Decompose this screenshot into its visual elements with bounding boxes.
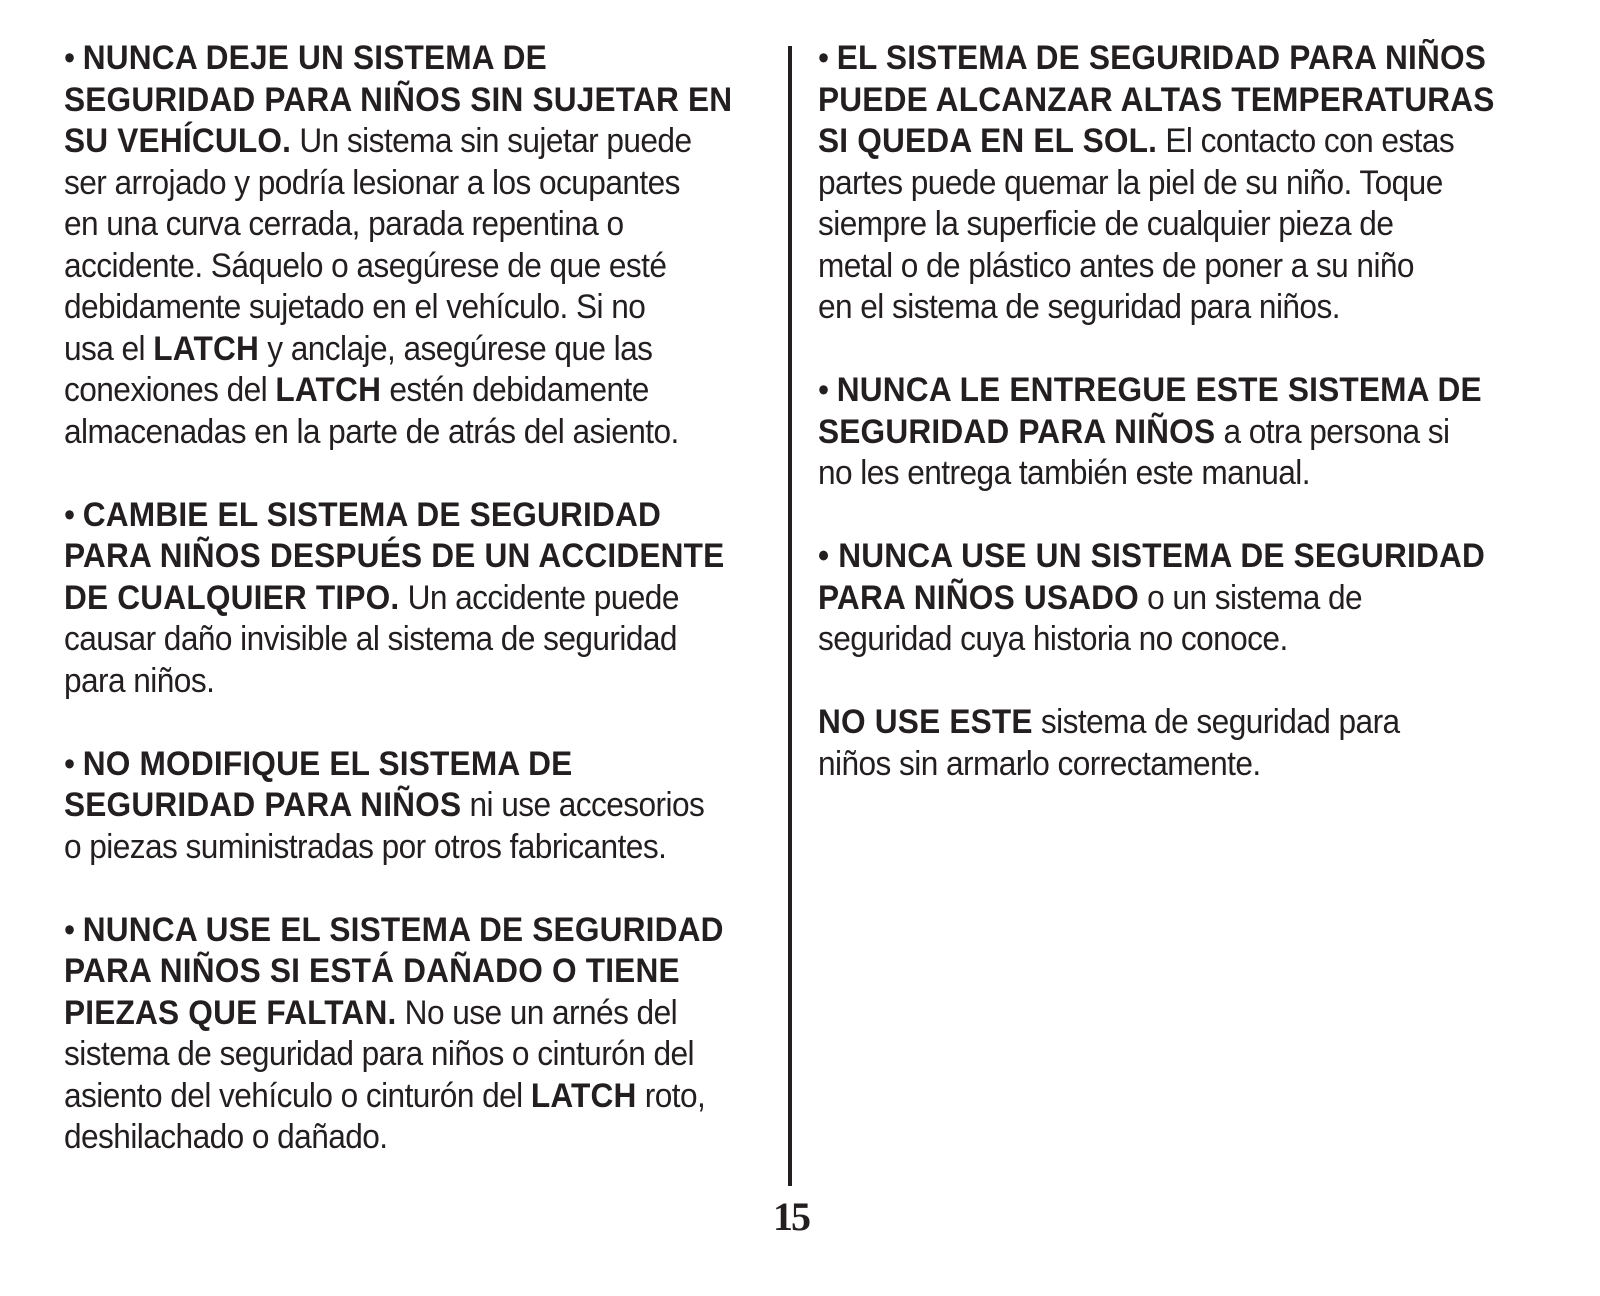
body-text: No use un arnés del bbox=[396, 993, 678, 1032]
bold-text: SEGURIDAD PARA NIÑOS SIN SUJETAR EN bbox=[64, 80, 733, 119]
text-line bbox=[64, 1034, 789, 1076]
text-line bbox=[64, 370, 789, 412]
body-text: sistema de seguridad para niños o cinturón del bbox=[64, 1035, 694, 1073]
warning-paragraph bbox=[64, 910, 789, 1159]
body-text: El contacto con estas bbox=[1157, 122, 1455, 160]
bold-text: NO USE ESTE bbox=[818, 703, 1033, 741]
body-text: ni use accesorios bbox=[461, 786, 705, 824]
body-text: usa el bbox=[64, 329, 154, 368]
text-line bbox=[64, 619, 789, 661]
text-line bbox=[64, 827, 789, 869]
text-line bbox=[64, 1076, 789, 1118]
warning-paragraph bbox=[64, 38, 789, 453]
body-text: y anclaje, asegúrese que las bbox=[258, 329, 653, 368]
bold-text: NUNCA USE EL SISTEMA DE SEGURIDAD bbox=[82, 910, 724, 949]
body-text: deshilachado o dañado. bbox=[64, 1118, 388, 1156]
left-column bbox=[64, 38, 789, 1200]
bold-text: LATCH bbox=[275, 371, 382, 409]
column-divider bbox=[788, 46, 792, 1186]
text-line bbox=[818, 370, 1581, 412]
bold-text: CAMBIE EL SISTEMA DE SEGURIDAD bbox=[82, 495, 662, 534]
body-text: niños sin armarlo correctamente. bbox=[818, 744, 1261, 783]
bold-text: • NUNCA USE UN SISTEMA DE SEGURIDAD bbox=[818, 537, 1486, 575]
text-line bbox=[818, 412, 1581, 454]
text-line bbox=[64, 246, 789, 288]
text-line bbox=[64, 80, 789, 122]
body-text: Un accidente puede bbox=[399, 578, 679, 617]
text-line bbox=[64, 412, 789, 454]
body-text: partes puede quemar la piel de su niño. Toque bbox=[818, 163, 1443, 202]
body-text: • bbox=[64, 744, 83, 783]
bold-text: NUNCA LE ENTREGUE ESTE SISTEMA DE bbox=[836, 371, 1482, 409]
text-line bbox=[64, 951, 789, 993]
text-line bbox=[818, 744, 1581, 786]
bold-text: EL SISTEMA DE SEGURIDAD PARA NIÑOS bbox=[836, 39, 1487, 77]
body-text: causar daño invisible al sistema de seguridad bbox=[64, 620, 677, 658]
body-text: para niños. bbox=[64, 661, 215, 700]
page-number: 15 bbox=[773, 1194, 809, 1239]
text-line bbox=[818, 702, 1581, 744]
text-line bbox=[64, 495, 789, 537]
bold-text: PARA NIÑOS SI ESTÁ DAÑADO O TIENE bbox=[64, 952, 680, 990]
body-text: Un sistema sin sujetar puede bbox=[291, 122, 692, 160]
body-text: sistema de seguridad para bbox=[1032, 703, 1400, 741]
text-line bbox=[64, 329, 789, 371]
body-text: estén debidamente bbox=[381, 371, 649, 409]
body-text: • bbox=[818, 371, 837, 409]
body-text: no les entrega también este manual. bbox=[818, 454, 1310, 492]
warning-paragraph bbox=[818, 702, 1581, 785]
text-line bbox=[818, 453, 1581, 495]
text-line bbox=[64, 38, 789, 80]
bold-text: NO MODIFIQUE EL SISTEMA DE bbox=[82, 744, 573, 783]
warning-paragraph bbox=[818, 536, 1581, 661]
text-line bbox=[818, 204, 1581, 246]
body-text: o un sistema de bbox=[1138, 578, 1363, 617]
text-line bbox=[64, 1117, 789, 1159]
text-line bbox=[64, 910, 789, 952]
warning-paragraph bbox=[818, 38, 1581, 329]
body-text: • bbox=[64, 39, 83, 77]
body-text: o piezas suministradas por otros fabricantes. bbox=[64, 827, 667, 866]
text-line bbox=[64, 163, 789, 205]
body-text: • bbox=[818, 39, 837, 77]
right-column bbox=[818, 38, 1581, 827]
text-line bbox=[64, 287, 789, 329]
bold-text: SEGURIDAD PARA NIÑOS bbox=[818, 412, 1216, 451]
bold-text: DE CUALQUIER TIPO. bbox=[64, 578, 400, 617]
body-text: roto, bbox=[636, 1076, 706, 1115]
body-text: en el sistema de seguridad para niños. bbox=[818, 288, 1340, 326]
body-text: a otra persona si bbox=[1215, 412, 1450, 451]
text-line bbox=[818, 536, 1581, 578]
text-line bbox=[818, 578, 1581, 620]
body-text: asiento del vehículo o cinturón del bbox=[64, 1076, 531, 1115]
text-line bbox=[64, 204, 789, 246]
bold-text: LATCH bbox=[153, 329, 259, 368]
body-text: ser arrojado y podría lesionar a los ocupantes bbox=[64, 163, 680, 202]
text-line bbox=[64, 121, 789, 163]
body-text: seguridad cuya historia no conoce. bbox=[818, 620, 1288, 658]
text-line bbox=[818, 619, 1581, 661]
warning-paragraph bbox=[64, 744, 789, 869]
bold-text: PIEZAS QUE FALTAN. bbox=[64, 993, 397, 1032]
text-line bbox=[64, 993, 789, 1035]
bold-text: SI QUEDA EN EL SOL. bbox=[818, 122, 1158, 160]
text-line bbox=[64, 744, 789, 786]
body-text: almacenadas en la parte de atrás del asiento. bbox=[64, 412, 679, 451]
text-line bbox=[818, 38, 1581, 80]
text-line bbox=[818, 80, 1581, 122]
body-text: conexiones del bbox=[64, 371, 276, 409]
text-line bbox=[64, 785, 789, 827]
text-line bbox=[818, 163, 1581, 205]
bold-text: LATCH bbox=[530, 1076, 637, 1115]
body-text: metal o de plástico antes de poner a su niño bbox=[818, 246, 1414, 285]
text-line bbox=[818, 121, 1581, 163]
text-line bbox=[818, 287, 1581, 329]
body-text: • bbox=[64, 910, 83, 949]
bold-text: SEGURIDAD PARA NIÑOS bbox=[64, 786, 462, 824]
text-line bbox=[64, 661, 789, 703]
text-line bbox=[64, 536, 789, 578]
body-text: accidente. Sáquelo o asegúrese de que esté bbox=[64, 246, 667, 285]
text-line bbox=[64, 578, 789, 620]
body-text: en una curva cerrada, parada repentina o bbox=[64, 205, 624, 243]
body-text: siempre la superficie de cualquier pieza de bbox=[818, 205, 1394, 243]
body-text: • bbox=[64, 495, 83, 534]
bold-text: NUNCA DEJE UN SISTEMA DE bbox=[82, 39, 547, 77]
bold-text: PUEDE ALCANZAR ALTAS TEMPERATURAS bbox=[818, 80, 1495, 119]
text-line bbox=[818, 246, 1581, 288]
bold-text: PARA NIÑOS DESPUÉS DE UN ACCIDENTE bbox=[64, 537, 725, 575]
warning-paragraph bbox=[818, 370, 1581, 495]
body-text: debidamente sujetado en el vehículo. Si no bbox=[64, 288, 646, 326]
warning-paragraph bbox=[64, 495, 789, 703]
bold-text: SU VEHÍCULO. bbox=[64, 122, 292, 160]
bold-text: PARA NIÑOS USADO bbox=[818, 578, 1139, 617]
